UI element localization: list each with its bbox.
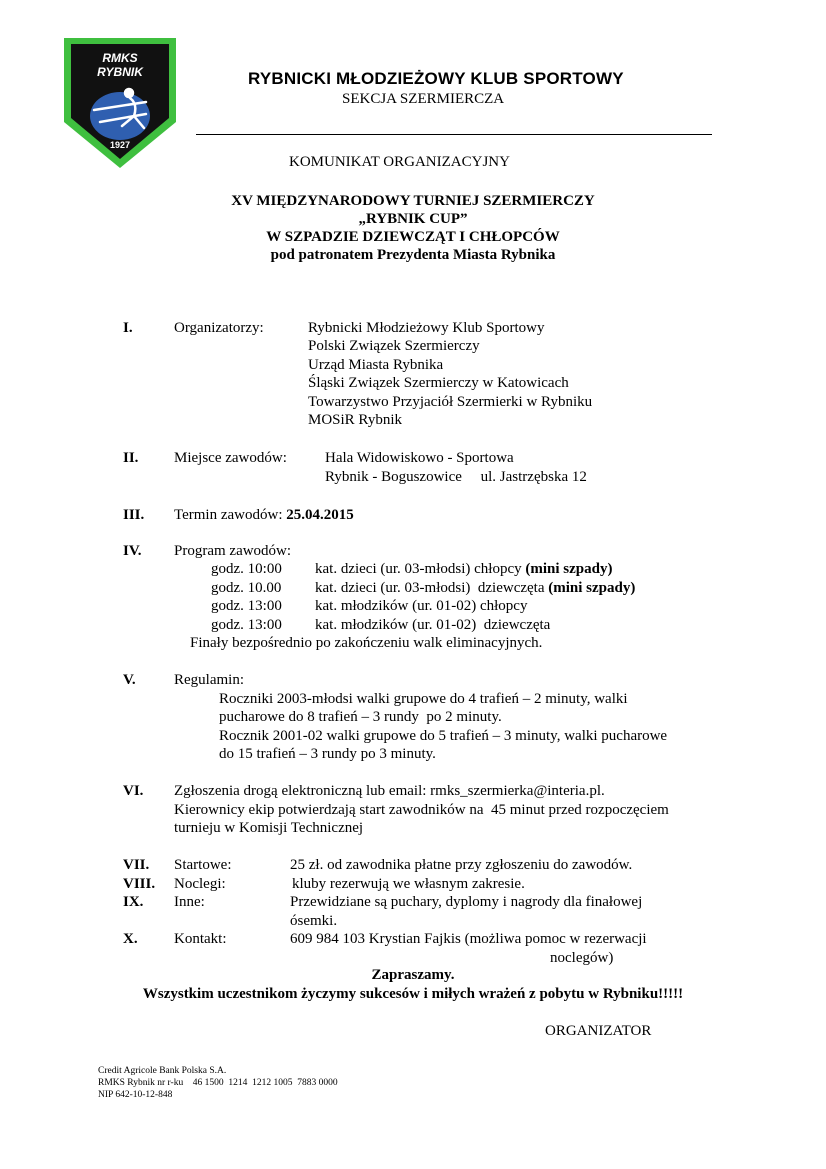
logo-top-text: RMKS (102, 51, 138, 65)
other-value: Przewidziane są puchary, dyplomy i nagrody dla finałowej (290, 894, 643, 910)
section-number: IV. (123, 543, 142, 559)
program-category: kat. dzieci (ur. 03-młodsi) dziewczęta (315, 580, 549, 596)
program-time: godz. 10.00 (211, 580, 282, 596)
other-value-cont: ósemki. (290, 913, 338, 929)
title-line-4: pod patronatem Prezydenta Miasta Rybnika (270, 247, 556, 263)
accommodation-value: kluby rezerwują we własnym zakresie. (292, 876, 525, 892)
closing-wishes: Wszystkim uczestnikom życzymy sukcesów i miłych wrażeń z pobytu w Rybniku!!!!! (142, 986, 684, 1002)
program-note: (mini szpady) (525, 561, 613, 577)
section-number: II. (123, 450, 139, 466)
registration-line: Zgłoszenia drogą elektroniczną lub email: rmks_szermierka@interia.pl. (174, 783, 605, 799)
program-category: kat. dzieci (ur. 03-młodsi) chłopcy (315, 561, 526, 577)
other-label: Inne: (174, 894, 205, 910)
document-type: KOMUNIKAT ORGANIZACYJNY (289, 154, 510, 170)
finals-note: Finały bezpośrednio po zakończeniu walk eliminacyjnych. (190, 635, 543, 651)
title-line-2: „RYBNIK CUP” (358, 211, 468, 227)
contact-label: Kontakt: (174, 931, 227, 947)
signature: ORGANIZATOR (545, 1023, 652, 1039)
organizer-item: Rybnicki Młodzieżowy Klub Sportowy (308, 320, 545, 336)
footer-account: RMKS Rybnik nr r-ku 46 1500 1214 1212 1005 7883 0000 (98, 1078, 338, 1088)
program-category: kat. młodzików (ur. 01-02) chłopcy (315, 598, 528, 614)
fee-label: Startowe: (174, 857, 232, 873)
organizer-item: MOSiR Rybnik (308, 412, 403, 428)
contact-value-cont: noclegów) (550, 950, 614, 966)
club-logo (60, 30, 180, 170)
rules-line: do 15 trafień – 3 rundy po 3 minuty. (219, 746, 436, 762)
fee-value: 25 zł. od zawodnika płatne przy zgłoszeniu do zawodów. (290, 857, 633, 873)
section-number: VII. (123, 857, 150, 873)
organizer-item: Polski Związek Szermierczy (308, 338, 480, 354)
title-line-1: XV MIĘDZYNARODOWY TURNIEJ SZERMIERCZY (231, 193, 595, 209)
club-name: RYBNICKI MŁODZIEŻOWY KLUB SPORTOWY (248, 69, 624, 88)
program-time: godz. 10:00 (211, 561, 282, 577)
program-category: kat. młodzików (ur. 01-02) dziewczęta (315, 617, 551, 633)
section-number: X. (123, 931, 138, 947)
title-line-3: W SZPADZIE DZIEWCZĄT I CHŁOPCÓW (266, 229, 560, 245)
organizer-item: Towarzystwo Przyjaciół Szermierki w Rybniku (308, 394, 593, 410)
accommodation-label: Noclegi: (174, 876, 226, 892)
program-time: godz. 13:00 (211, 617, 282, 633)
contact-value: 609 984 103 Krystian Fajkis (możliwa pomoc w rezerwacji (290, 931, 647, 947)
registration-line: Kierownicy ekip potwierdzają start zawodników na 45 minut przed rozpoczęciem (174, 802, 669, 818)
venue-name: Hala Widowiskowo - Sportowa (325, 450, 514, 466)
organizer-item: Urząd Miasta Rybnika (308, 357, 444, 373)
footer-bank-info (98, 1065, 338, 1101)
section-number: VI. (123, 783, 144, 799)
program-label: Program zawodów: (174, 543, 292, 559)
program-time: godz. 13:00 (211, 598, 282, 614)
rules-line: Roczniki 2003-młodsi walki grupowe do 4 trafień – 2 minuty, walki (219, 691, 628, 707)
section-number: I. (123, 320, 133, 336)
footer-bank: Credit Agricole Bank Polska S.A. (98, 1066, 227, 1076)
program-desc (315, 580, 635, 597)
section-number: V. (123, 672, 136, 688)
event-date: 25.04.2015 (286, 507, 354, 523)
organizer-item: Śląski Związek Szermierczy w Katowicach (308, 375, 569, 391)
footer-nip: NIP 642-10-12-848 (98, 1090, 173, 1100)
section-number: IX. (123, 894, 144, 910)
section-name: SEKCJA SZERMIERCZA (342, 91, 505, 107)
logo-bottom-text: RYBNIK (97, 65, 143, 79)
header-divider (196, 134, 712, 135)
closing-invite: Zapraszamy. (371, 967, 455, 983)
rules-line: pucharowe do 8 trafień – 3 rundy po 2 minuty. (219, 709, 502, 725)
date-line (174, 507, 354, 524)
venue-label: Miejsce zawodów: (174, 450, 287, 466)
date-label: Termin zawodów: (174, 507, 287, 523)
section-number: III. (123, 507, 145, 523)
program-note: (mini szpady) (548, 580, 636, 596)
program-desc (315, 561, 612, 578)
logo-year: 1927 (109, 140, 131, 150)
organizers-label: Organizatorzy: (174, 320, 264, 336)
venue-address: Rybnik - Boguszowice ul. Jastrzębska 12 (325, 469, 587, 485)
rules-label: Regulamin: (174, 672, 244, 688)
section-number: VIII. (123, 876, 156, 892)
registration-line: turnieju w Komisji Technicznej (174, 820, 364, 836)
rules-line: Rocznik 2001-02 walki grupowe do 5 trafień – 3 minuty, walki pucharowe (219, 728, 668, 744)
